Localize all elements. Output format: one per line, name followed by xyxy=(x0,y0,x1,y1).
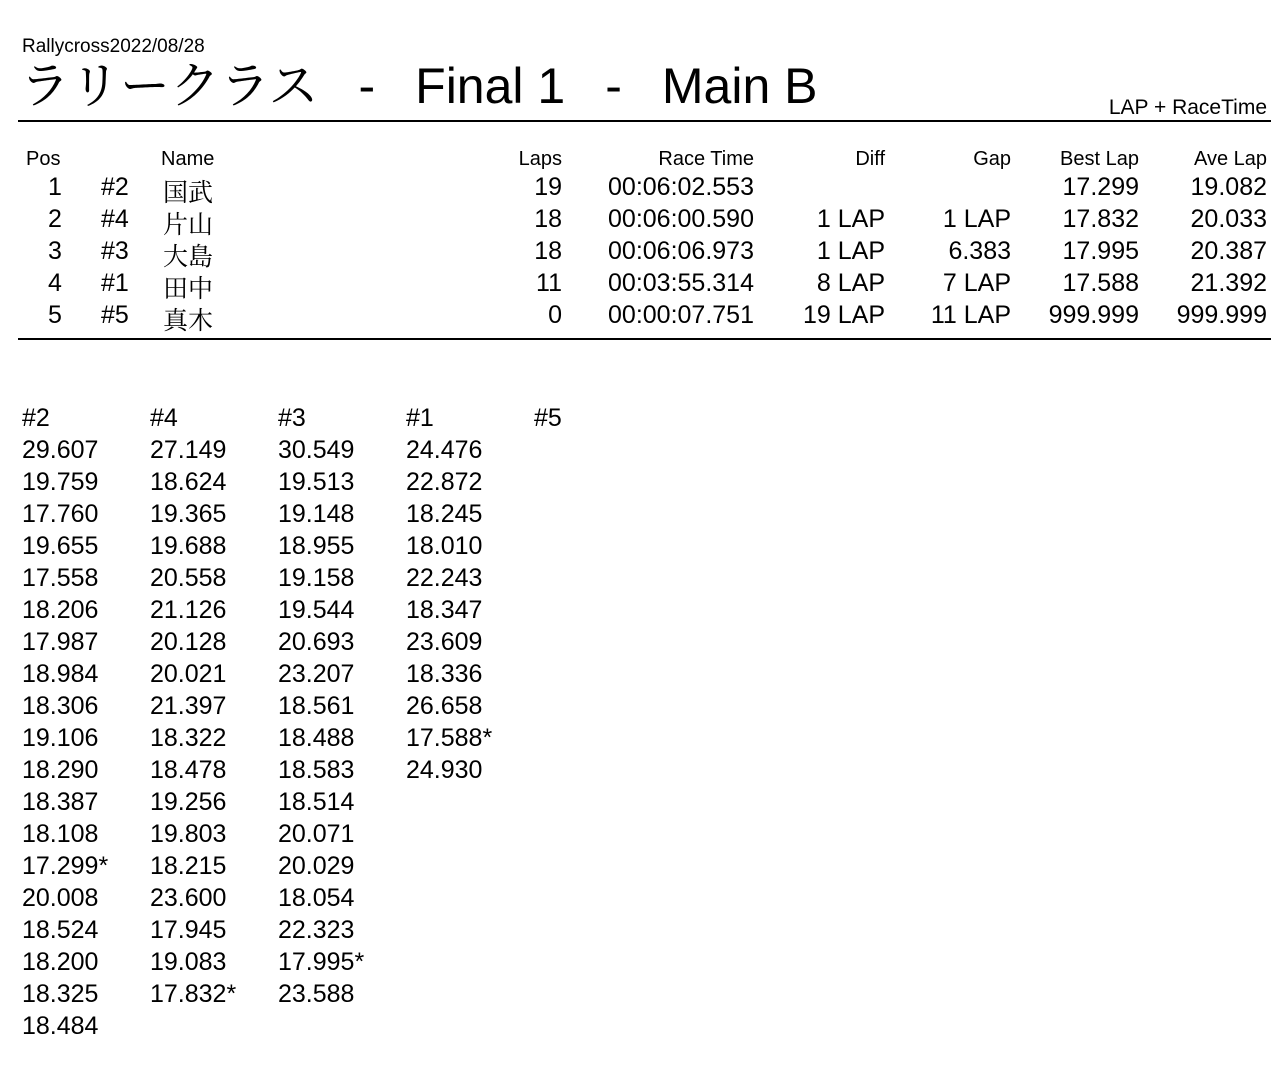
lap-time: 18.955 xyxy=(278,532,355,560)
title-class: ラリークラス xyxy=(20,58,319,114)
lap-time: 19.106 xyxy=(22,724,99,752)
lap-time: 18.245 xyxy=(406,500,483,528)
row-name: 田中 xyxy=(163,275,214,303)
lap-time: 20.008 xyxy=(22,884,99,912)
row-gap: 7 LAP xyxy=(942,269,1011,297)
lap-time: 20.558 xyxy=(150,564,227,592)
lap-time: 26.658 xyxy=(406,692,483,720)
row-diff: 1 LAP xyxy=(816,237,885,265)
row-number: #3 xyxy=(101,237,129,265)
row-pos: 1 xyxy=(48,173,62,201)
header-diff: Diff xyxy=(855,148,885,170)
lap-time: 20.029 xyxy=(278,852,355,880)
lap-column xyxy=(278,402,364,1010)
lap-time: 22.872 xyxy=(406,468,483,496)
row-laps: 18 xyxy=(534,205,562,233)
lap-time: 18.478 xyxy=(150,756,227,784)
lap-time: 22.323 xyxy=(278,916,355,944)
row-best-lap: 999.999 xyxy=(1048,301,1139,329)
row-race-time: 00:06:00.590 xyxy=(608,205,754,233)
row-pos: 4 xyxy=(48,269,62,297)
header-ave-lap: Ave Lap xyxy=(1193,148,1267,170)
lap-time: 19.544 xyxy=(278,596,355,624)
lap-time: 18.347 xyxy=(406,596,483,624)
lap-column xyxy=(150,402,236,1010)
lap-time: 23.600 xyxy=(150,884,227,912)
lap-time: 24.476 xyxy=(406,436,483,464)
lap-time: 17.832* xyxy=(150,980,237,1008)
lap-time: 21.397 xyxy=(150,692,227,720)
lap-column xyxy=(534,402,562,434)
lap-time: 18.484 xyxy=(22,1012,99,1040)
lap-time: 19.365 xyxy=(150,500,227,528)
row-ave-lap: 20.387 xyxy=(1190,237,1267,265)
lap-time: 18.200 xyxy=(22,948,99,976)
lap-time: 18.488 xyxy=(278,724,355,752)
lap-time: 18.306 xyxy=(22,692,99,720)
row-name: 大島 xyxy=(163,243,214,271)
lap-time: 18.206 xyxy=(22,596,99,624)
lap-time: 20.128 xyxy=(150,628,227,656)
divider-bottom xyxy=(18,338,1271,340)
lap-time: 23.588 xyxy=(278,980,355,1008)
row-gap: 1 LAP xyxy=(942,205,1011,233)
lap-time: 18.514 xyxy=(278,788,355,816)
row-race-time: 00:00:07.751 xyxy=(608,301,754,329)
lap-time: 19.158 xyxy=(278,564,355,592)
row-ave-lap: 999.999 xyxy=(1176,301,1267,329)
lap-time: 21.126 xyxy=(150,596,227,624)
row-name: 片山 xyxy=(163,211,214,239)
row-pos: 2 xyxy=(48,205,62,233)
row-gap: 11 LAP xyxy=(930,301,1011,329)
lap-time: 29.607 xyxy=(22,436,99,464)
header-race-time: Race Time xyxy=(658,148,754,170)
lap-time: 20.693 xyxy=(278,628,355,656)
row-name: 真木 xyxy=(163,307,214,335)
lap-time: 22.243 xyxy=(406,564,483,592)
lap-time: 17.299* xyxy=(22,852,109,880)
row-race-time: 00:03:55.314 xyxy=(608,269,754,297)
row-number: #4 xyxy=(101,205,129,233)
lap-time: 18.215 xyxy=(150,852,227,880)
result-mode-label: LAP + RaceTime xyxy=(1108,96,1267,119)
lap-time: 18.583 xyxy=(278,756,355,784)
lap-time: 20.071 xyxy=(278,820,355,848)
page-title xyxy=(20,56,818,116)
lap-time: 17.995* xyxy=(278,948,365,976)
row-laps: 18 xyxy=(534,237,562,265)
lap-time: 17.760 xyxy=(22,500,99,528)
row-gap: 6.383 xyxy=(948,237,1011,265)
lap-time: 17.588* xyxy=(406,724,493,752)
row-ave-lap: 21.392 xyxy=(1190,269,1267,297)
header-gap: Gap xyxy=(973,148,1011,170)
lap-time: 19.688 xyxy=(150,532,227,560)
lap-time: 20.021 xyxy=(150,660,227,688)
row-laps: 0 xyxy=(548,301,562,329)
row-pos: 3 xyxy=(48,237,62,265)
lap-time: 30.549 xyxy=(278,436,355,464)
row-number: #5 xyxy=(101,301,129,329)
title-final: Final 1 xyxy=(415,58,566,114)
row-race-time: 00:06:06.973 xyxy=(608,237,754,265)
lap-time: 19.148 xyxy=(278,500,355,528)
row-name: 国武 xyxy=(163,179,214,207)
lap-column-header: #5 xyxy=(534,404,562,432)
row-pos: 5 xyxy=(48,301,62,329)
row-diff: 19 LAP xyxy=(802,301,885,329)
lap-time: 18.290 xyxy=(22,756,99,784)
row-laps: 19 xyxy=(534,173,562,201)
lap-time: 19.803 xyxy=(150,820,227,848)
lap-column-header: #2 xyxy=(22,404,50,432)
row-laps: 11 xyxy=(536,269,562,297)
row-race-time: 00:06:02.553 xyxy=(608,173,754,201)
lap-column-header: #3 xyxy=(278,404,306,432)
row-best-lap: 17.832 xyxy=(1062,205,1139,233)
row-diff: 1 LAP xyxy=(816,205,885,233)
lap-time: 23.609 xyxy=(406,628,483,656)
lap-time: 18.325 xyxy=(22,980,99,1008)
row-ave-lap: 19.082 xyxy=(1190,173,1267,201)
lap-time: 17.558 xyxy=(22,564,99,592)
title-separator: - xyxy=(605,58,622,114)
lap-time: 23.207 xyxy=(278,660,355,688)
lap-time: 19.513 xyxy=(278,468,355,496)
row-best-lap: 17.588 xyxy=(1062,269,1139,297)
lap-time: 19.759 xyxy=(22,468,99,496)
lap-time: 18.322 xyxy=(150,724,227,752)
divider-top xyxy=(18,120,1271,122)
title-separator: - xyxy=(358,58,376,114)
lap-time: 18.561 xyxy=(278,692,355,720)
lap-column xyxy=(406,402,492,786)
header-best-lap: Best Lap xyxy=(1060,148,1139,170)
lap-time: 18.524 xyxy=(22,916,99,944)
header-pos: Pos xyxy=(26,148,61,170)
lap-time: 18.108 xyxy=(22,820,99,848)
lap-column-header: #1 xyxy=(406,404,434,432)
lap-time: 19.083 xyxy=(150,948,227,976)
lap-time: 18.624 xyxy=(150,468,227,496)
header-name: Name xyxy=(161,148,215,170)
lap-time: 19.655 xyxy=(22,532,99,560)
row-diff: 8 LAP xyxy=(816,269,885,297)
lap-time: 18.054 xyxy=(278,884,355,912)
title-main: Main B xyxy=(661,58,818,114)
row-number: #2 xyxy=(101,173,129,201)
lap-column xyxy=(22,402,108,1042)
row-best-lap: 17.995 xyxy=(1062,237,1139,265)
lap-time: 18.984 xyxy=(22,660,99,688)
header-laps: Laps xyxy=(518,148,562,170)
lap-time: 17.987 xyxy=(22,628,99,656)
lap-column-header: #4 xyxy=(150,404,178,432)
lap-time: 18.387 xyxy=(22,788,99,816)
row-number: #1 xyxy=(101,269,129,297)
lap-time: 24.930 xyxy=(406,756,483,784)
lap-time: 18.010 xyxy=(406,532,483,560)
lap-time: 19.256 xyxy=(150,788,227,816)
row-ave-lap: 20.033 xyxy=(1190,205,1267,233)
lap-time: 27.149 xyxy=(150,436,227,464)
lap-time: 17.945 xyxy=(150,916,227,944)
lap-time: 18.336 xyxy=(406,660,483,688)
event-subtitle: Rallycross2022/08/28 xyxy=(22,36,205,57)
row-best-lap: 17.299 xyxy=(1062,173,1139,201)
